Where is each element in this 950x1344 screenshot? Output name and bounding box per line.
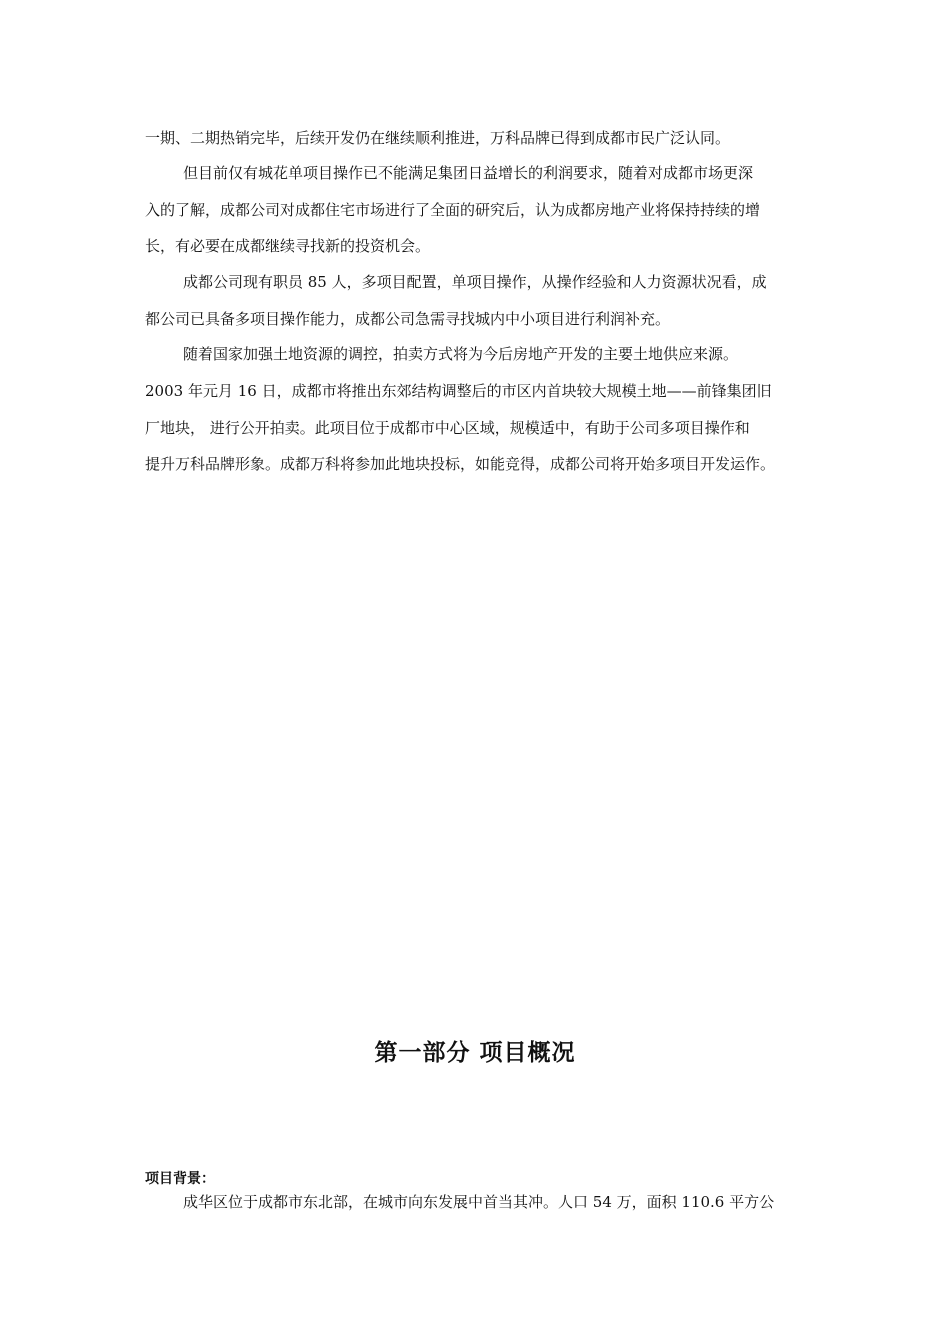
paragraph-line: 入的了解，成都公司对成都住宅市场进行了全面的研究后，认为成都房地产业将保持持续的增 bbox=[145, 201, 761, 219]
paragraph-line: 随着国家加强土地资源的调控，拍卖方式将为今后房地产开发的主要土地供应来源。 bbox=[183, 345, 739, 363]
paragraph-line: 提升万科品牌形象。成都万科将参加此地块投标，如能竞得，成都公司将开始多项目开发运作。 bbox=[145, 455, 776, 473]
paragraph-line: 成都公司现有职员 85 人，多项目配置，单项目操作，从操作经验和人力资源状况看，成 bbox=[183, 273, 767, 291]
section-subtitle: 项目背景： bbox=[145, 1171, 215, 1187]
section-title: 第一部分 项目概况 bbox=[374, 1040, 576, 1066]
paragraph-line: 但目前仅有城花单项目操作已不能满足集团日益增长的利润要求，随着对成都市场更深 bbox=[183, 164, 754, 182]
paragraph-line: 2003 年元月 16 日，成都市将推出东郊结构调整后的市区内首块较大规模土地——前锋集团旧 bbox=[145, 382, 772, 400]
paragraph-line: 厂地块， 进行公开拍卖。此项目位于成都市中心区域，规模适中，有助于公司多项目操作和 bbox=[145, 419, 750, 437]
paragraph-line: 一期、二期热销完毕，后续开发仍在继续顺利推进，万科品牌已得到成都市民广泛认同。 bbox=[145, 129, 731, 147]
paragraph-line: 长，有必要在成都继续寻找新的投资机会。 bbox=[145, 237, 431, 255]
paragraph-line: 成华区位于成都市东北部，在城市向东发展中首当其冲。人口 54 万，面积 110.6 平方公 bbox=[183, 1193, 775, 1211]
paragraph-line: 都公司已具备多项目操作能力，成都公司急需寻找城内中小项目进行利润补充。 bbox=[145, 310, 671, 328]
